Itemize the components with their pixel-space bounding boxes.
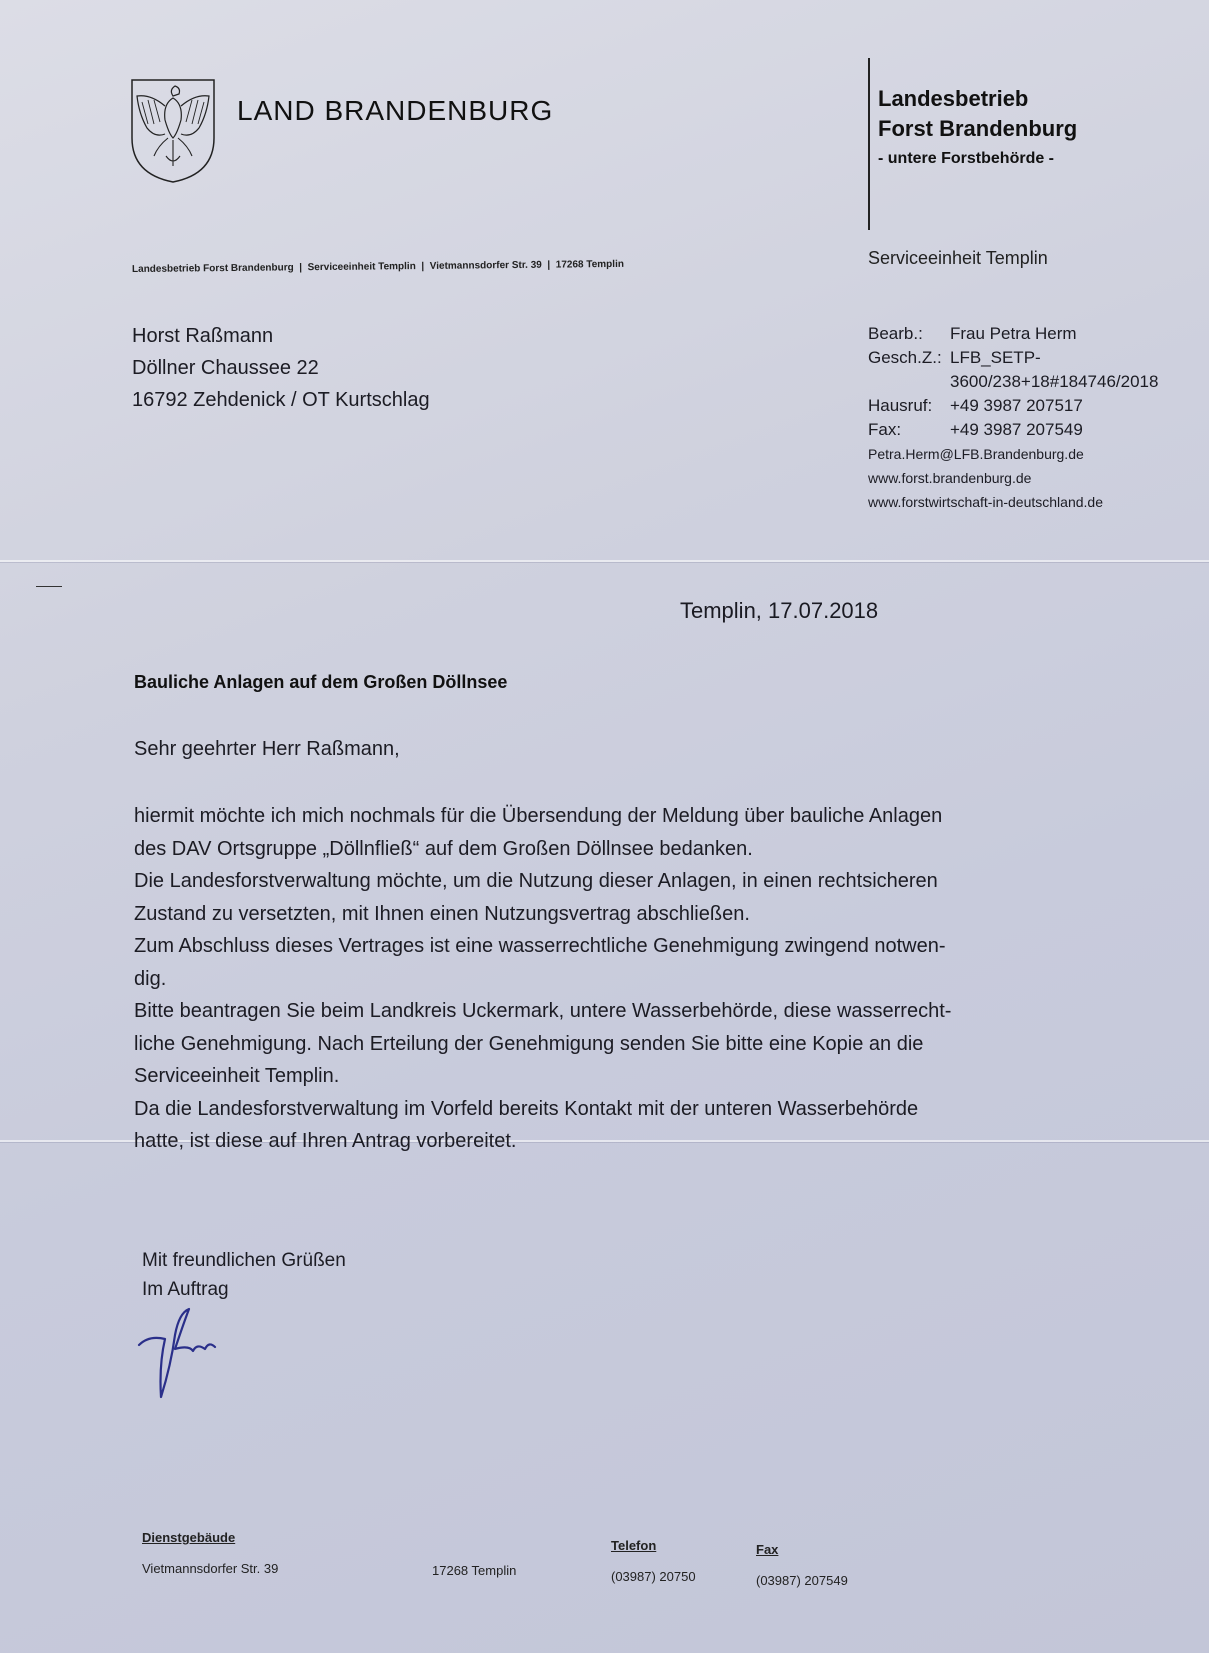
reference-value-2: 3600/238+18#184746/2018 <box>950 372 1159 391</box>
body-line: Zustand zu versetzten, mit Ihnen einen Nutzungsvertrag abschließen. <box>134 902 750 925</box>
sender-part: Vietmannsdorfer Str. 39 <box>429 259 542 272</box>
footer-city: 17268 Templin <box>432 1563 517 1578</box>
phone-value: +49 3987 207517 <box>950 396 1083 415</box>
footer-fax-value: (03987) 207549 <box>756 1573 848 1588</box>
fax-label: Fax: <box>868 420 902 439</box>
reference-label: Gesch.Z.: <box>868 348 942 367</box>
org-subtitle: - untere Forstbehörde - <box>878 150 1055 167</box>
recipient-street: Döllner Chaussee 22 <box>132 357 319 379</box>
letter-subject: Bauliche Anlagen auf dem Großen Döllnsee <box>134 672 508 692</box>
recipient-city: 16792 Zehdenick / OT Kurtschlag <box>132 389 430 411</box>
separator: | <box>299 262 303 274</box>
footer-fax-label: Fax <box>756 1542 779 1557</box>
body-line: Bitte beantragen Sie beim Landkreis Uckermark, untere Wasserbehörde, diese wasserrecht- <box>134 1000 952 1022</box>
body-line: des DAV Ortsgruppe „Döllnfließ“ auf dem Großen Döllnsee bedanken. <box>134 837 753 860</box>
website-link[interactable]: www.forstwirtschaft-in-deutschland.de <box>868 494 1103 510</box>
recipient-address <box>132 320 430 416</box>
reference-value-1: LFB_SETP- <box>950 348 1041 367</box>
letter-date: Templin, 17.07.2018 <box>680 598 879 623</box>
org-name-line-1: Landesbetrieb <box>878 86 1029 111</box>
footer-building-label: Dienstgebäude <box>142 1530 236 1545</box>
fold-mark <box>36 586 62 587</box>
body-line: Zum Abschluss dieses Vertrages ist eine wasserrechtliche Genehmigung zwingend notwen- <box>134 935 946 957</box>
body-line: dig. <box>134 967 167 990</box>
contact-block <box>868 322 1158 514</box>
bearb-label: Bearb.: <box>868 324 923 343</box>
body-line: Da die Landesforstverwaltung im Vorfeld bereits Kontakt mit der unteren Wasserbehörde <box>134 1097 919 1120</box>
recipient-name: Horst Raßmann <box>132 325 274 347</box>
paper-fold-line <box>0 560 1209 562</box>
closing-block <box>142 1246 346 1304</box>
separator: | <box>547 259 551 271</box>
footer-phone-value: (03987) 20750 <box>611 1569 696 1584</box>
organization-block <box>878 84 1077 174</box>
bearb-value: Frau Petra Herm <box>950 324 1077 343</box>
footer-fax <box>756 1542 848 1588</box>
letter-body <box>134 800 964 1158</box>
body-line: hatte, ist diese auf Ihren Antrag vorbereitet. <box>134 1130 517 1152</box>
coat-of-arms-icon <box>128 76 218 186</box>
footer-street: Vietmannsdorfer Str. 39 <box>142 1561 279 1576</box>
website-link[interactable]: www.forst.brandenburg.de <box>868 470 1032 486</box>
footer-phone-label: Telefon <box>611 1538 657 1553</box>
state-name: LAND BRANDENBURG <box>237 95 554 126</box>
closing-greeting: Mit freundlichen Grüßen <box>142 1250 346 1271</box>
org-name-line-2: Forst Brandenburg <box>878 116 1078 141</box>
sender-part: Landesbetrieb Forst Brandenburg <box>131 262 294 275</box>
salutation: Sehr geehrter Herr Raßmann, <box>134 738 400 760</box>
body-line: Serviceeinheit Templin. <box>134 1065 340 1087</box>
service-unit: Serviceeinheit Templin <box>868 248 1048 268</box>
footer-building <box>142 1530 278 1576</box>
signature-icon <box>135 1305 245 1405</box>
sender-part: Serviceeinheit Templin <box>307 261 416 274</box>
closing-authority: Im Auftrag <box>142 1279 229 1300</box>
body-line: hiermit möchte ich mich nochmals für die Übersendung der Meldung über bauliche Anlagen <box>134 805 943 827</box>
body-line: Die Landesforstverwaltung möchte, um die Nutzung dieser Anlagen, in einen rechtsicheren <box>134 870 938 892</box>
sender-part: 17268 Templin <box>555 258 624 271</box>
body-line: liche Genehmigung. Nach Erteilung der Genehmigung senden Sie bitte eine Kopie an die <box>134 1032 924 1055</box>
letterhead-divider <box>868 58 870 230</box>
footer-phone <box>611 1538 696 1584</box>
fax-value: +49 3987 207549 <box>950 420 1083 439</box>
phone-label: Hausruf: <box>868 396 933 415</box>
email-link[interactable]: Petra.Herm@LFB.Brandenburg.de <box>868 446 1084 462</box>
sender-return-address <box>132 259 624 275</box>
separator: | <box>421 260 425 272</box>
